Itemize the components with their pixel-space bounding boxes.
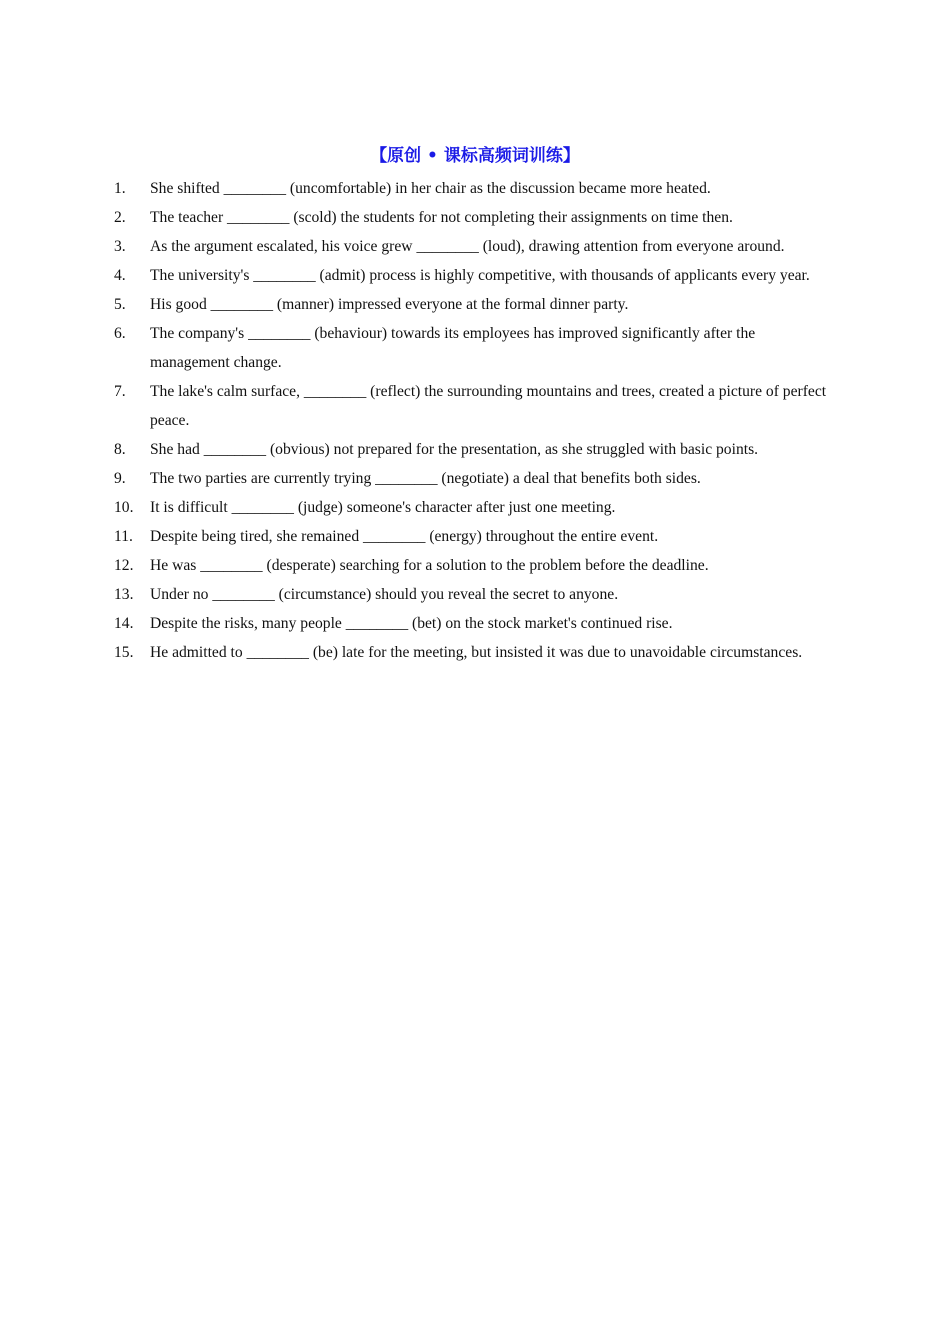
exercise-sentence: The company's ________ (behaviour) towards its employees has improved significantly after the management change. bbox=[150, 325, 756, 371]
exercise-item bbox=[114, 493, 836, 522]
exercise-number: 2. bbox=[114, 209, 126, 226]
exercise-sentence: It is difficult ________ (judge) someone's character after just one meeting. bbox=[150, 499, 616, 516]
exercise-number: 9. bbox=[114, 470, 126, 487]
document-title: 【原创 • 课标高频词训练】 bbox=[370, 146, 580, 166]
exercise-number: 13. bbox=[114, 586, 134, 603]
exercise-item bbox=[114, 580, 836, 609]
exercise-item bbox=[114, 377, 836, 435]
exercise-item bbox=[114, 638, 836, 667]
exercise-number: 8. bbox=[114, 441, 126, 458]
exercise-item bbox=[114, 261, 836, 290]
exercise-item bbox=[114, 522, 836, 551]
exercise-item bbox=[114, 464, 836, 493]
exercise-sentence: She had ________ (obvious) not prepared for the presentation, as she struggled with basic points. bbox=[150, 441, 759, 458]
exercise-item bbox=[114, 174, 836, 203]
exercise-item bbox=[114, 551, 836, 580]
exercise-number: 1. bbox=[114, 180, 126, 197]
exercise-sentence: The two parties are currently trying ________ (negotiate) a deal that benefits both sides. bbox=[150, 470, 701, 487]
exercise-sentence: He admitted to ________ (be) late for the meeting, but insisted it was due to unavoidable circumstances. bbox=[150, 644, 803, 661]
exercise-list bbox=[114, 174, 836, 667]
exercise-number: 10. bbox=[114, 499, 134, 516]
exercise-item bbox=[114, 203, 836, 232]
exercise-number: 11. bbox=[114, 528, 133, 545]
exercise-sentence: His good ________ (manner) impressed everyone at the formal dinner party. bbox=[150, 296, 629, 313]
exercise-sentence: She shifted ________ (uncomfortable) in her chair as the discussion became more heated. bbox=[150, 180, 711, 197]
exercise-sentence: The teacher ________ (scold) the students for not completing their assignments on time then. bbox=[150, 209, 733, 226]
exercise-sentence: Despite being tired, she remained ________ (energy) throughout the entire event. bbox=[150, 528, 659, 545]
exercise-number: 12. bbox=[114, 557, 134, 574]
exercise-item bbox=[114, 435, 836, 464]
exercise-item bbox=[114, 319, 836, 377]
exercise-number: 7. bbox=[114, 383, 126, 400]
exercise-number: 3. bbox=[114, 238, 126, 255]
exercise-sentence: As the argument escalated, his voice grew ________ (loud), drawing attention from everyone around. bbox=[150, 238, 785, 255]
exercise-item bbox=[114, 232, 836, 261]
exercise-sentence: Despite the risks, many people ________ (bet) on the stock market's continued rise. bbox=[150, 615, 673, 632]
exercise-number: 15. bbox=[114, 644, 134, 661]
exercise-number: 6. bbox=[114, 325, 126, 342]
exercise-item bbox=[114, 290, 836, 319]
exercise-number: 14. bbox=[114, 615, 134, 632]
exercise-number: 5. bbox=[114, 296, 126, 313]
exercise-sentence: He was ________ (desperate) searching for a solution to the problem before the deadline. bbox=[150, 557, 709, 574]
exercise-sentence: Under no ________ (circumstance) should you reveal the secret to anyone. bbox=[150, 586, 619, 603]
exercise-sentence: The university's ________ (admit) process is highly competitive, with thousands of applicants every year. bbox=[150, 267, 810, 284]
exercise-sentence: The lake's calm surface, ________ (reflect) the surrounding mountains and trees, created a picture of perfect peace. bbox=[150, 383, 827, 429]
exercise-item bbox=[114, 609, 836, 638]
exercise-number: 4. bbox=[114, 267, 126, 284]
